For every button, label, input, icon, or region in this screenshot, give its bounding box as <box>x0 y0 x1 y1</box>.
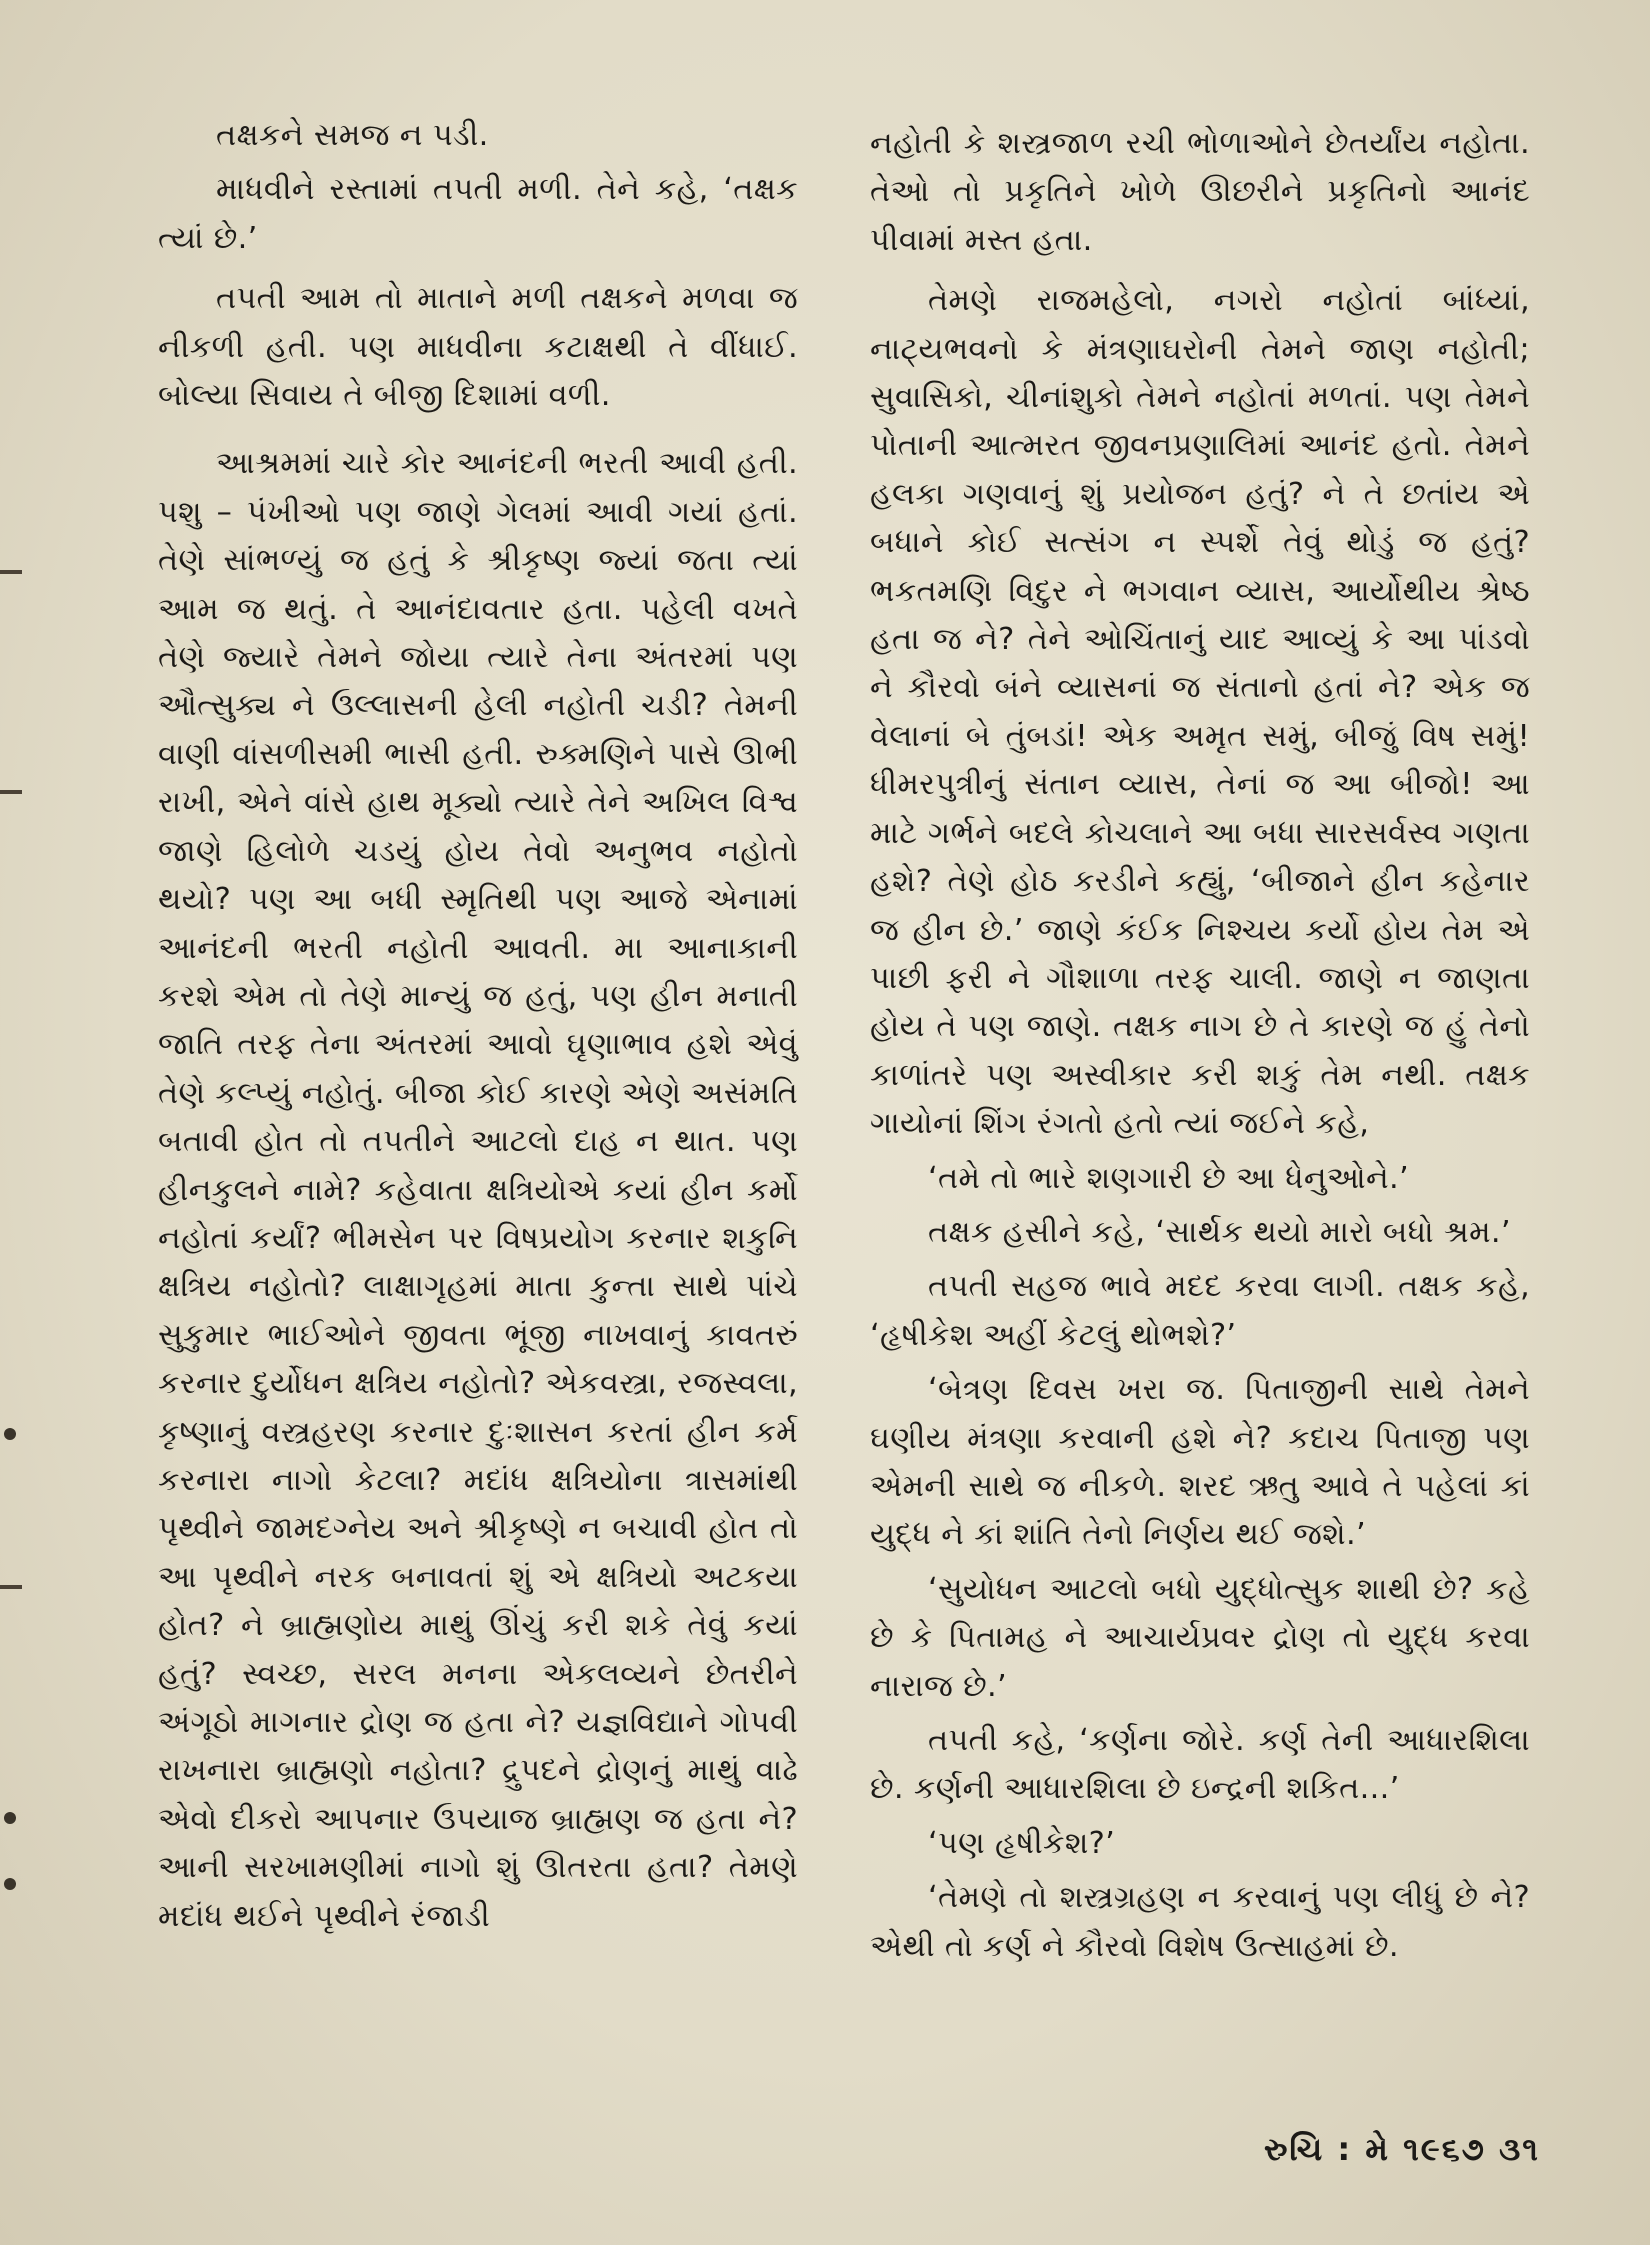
paragraph: તપતી આમ તો માતાને મળી તક્ષકને મળવા જ નીકળી હતી. પણ માધવીના કટાક્ષથી તે વીંધાઈ. બોલ્યા સિવાય તે બીજી દિશામાં વળી. <box>158 281 798 414</box>
paragraph: તક્ષકને સમજ ન પડી. <box>216 118 489 153</box>
paragraph: માધવીને રસ્તામાં તપતી મળી. તેને કહે, ‘તક્ષક ત્યાં છે.’ <box>158 172 798 256</box>
binding-hole <box>4 1878 16 1890</box>
paragraph: તપતી સહજ ભાવે મદદ કરવા લાગી. તક્ષક કહે, ‘હૃષીકેશ અહીં કેટલું થોભશે?’ <box>870 1269 1530 1353</box>
left-text-column <box>158 112 798 1947</box>
paragraph: નહોતી કે શસ્ત્રજાળ રચી ભોળાઓને છેતર્યાંય નહોતા. તેઓ તો પ્રકૃતિને ખોળે ઊછરીને પ્રકૃતિનો આનંદ પીવામાં મસ્ત હતા. <box>870 126 1530 258</box>
paragraph: ‘સુયોધન આટલો બધો યુદ્ધોત્સુક શાથી છે? કહે છે કે પિતામહ ને આચાર્યપ્રવર દ્રોણ તો યુદ્ધ કરવા નારાજ છે.’ <box>870 1571 1530 1704</box>
paragraph: તપતી કહે, ‘કર્ણના જોરે. કર્ણ તેની આધારશિલા છે. કર્ણની આધારશિલા છે ઇન્દ્રની શકિત...’ <box>870 1723 1530 1807</box>
paragraph: ‘બેત્રણ દિવસ ખરા જ. પિતાજીની સાથે તેમને ઘણીય મંત્રણા કરવાની હશે ને? કદાચ પિતાજી પણ એમની સાથે જ નીકળે. શરદ ઋતુ આવે તે પહેલાં કાં યુદ્ધ ને કાં શાંતિ તેનો નિર્ણય થઈ જશે.’ <box>870 1372 1530 1553</box>
binding-hole <box>4 1428 16 1440</box>
binding-tear <box>0 790 22 794</box>
paragraph: ‘પણ હૃષીકેશ?’ <box>928 1825 1116 1861</box>
binding-tear <box>0 1585 22 1589</box>
paragraph: તક્ષક હસીને કહે, ‘સાર્થક થયો મારો બધો શ્રમ.’ <box>928 1214 1511 1250</box>
binding-hole <box>4 1812 16 1824</box>
paragraph: ‘તમે તો ભારે શણગારી છે આ ધેનુઓને.’ <box>928 1160 1409 1196</box>
page-footer: રુચિ : મે ૧૯૬૭ ૩૧ <box>1263 2130 1540 2168</box>
right-text-column <box>870 120 1530 1977</box>
paragraph: ‘તેમણે તો શસ્ત્રગ્રહણ ન કરવાનું પણ લીધું છે ને? એથી તો કર્ણ ને કૌરવો વિશેષ ઉત્સાહમાં છે. <box>870 1880 1530 1964</box>
paragraph: તેમણે રાજમહેલો, નગરો નહોતાં બાંધ્યાં, નાટ્યભવનો કે મંત્રણાઘરોની તેમને જાણ નહોતી; સુવાસિકો, ચીનાંશુકો તેમને નહોતાં મળતાં. પણ તેમને પોતાની આત્મરત જીવનપ્રણાલિમાં આનંદ હતો. તેમને હલકા ગણવાનું શું પ્રયોજન હતું? ને તે છતાંય એ બધાને કોઈ સત્સંગ ન સ્પર્શે તેવું થોડું જ હતું? ભકતમણિ વિદુર ને ભગવાન વ્યાસ, આર્યોથીય શ્રેષ્ઠ હતા જ ને? તેને ઓચિંતાનું યાદ આવ્યું કે આ પાંડવો ને કૌરવો બંને વ્યાસનાં જ સંતાનો હતાં ને? એક જ વેલાનાં બે તુંબડાં! એક અમૃત સમું, બીજું વિષ સમું! ધીમરપુત્રીનું સંતાન વ્યાસ, તેનાં જ આ બીજો! આ માટે ગર્ભને બદલે કોચલાને આ બધા સારસર્વસ્વ ગણતા હશે? તેણે હોઠ કરડીને કહ્યું, ‘બીજાને હીન કહેનાર જ હીન છે.’ જાણે કંઈક નિશ્ચય કર્યો હોય તેમ એ પાછી ફરી ને ગૌશાળા તરફ ચાલી. જાણે ન જાણતા હોય તે પણ જાણે. તક્ષક નાગ છે તે કારણે જ હું તેનો કાળાંતરે પણ અસ્વીકાર કરી શકું તેમ નથી. તક્ષક ગાયોનાં શિંગ રંગતો હતો ત્યાં જઈને કહે, <box>870 283 1530 1142</box>
paragraph: આશ્રમમાં ચારે કોર આનંદની ભરતી આવી હતી. પશુ – પંખીઓ પણ જાણે ગેલમાં આવી ગયાં હતાં. તેણે સાંભળ્યું જ હતું કે શ્રીકૃષ્ણ જ્યાં જતા ત્યાં આમ જ થતું. તે આનંદાવતાર હતા. પહેલી વખતે તેણે જ્યારે તેમને જોયા ત્યારે તેના અંતરમાં પણ ઔત્સુક્ય ને ઉલ્લાસની હેલી નહોતી ચડી? તેમની વાણી વાંસળીસમી ભાસી હતી. રુક્મણિને પાસે ઊભી રાખી, એને વાંસે હાથ મૂક્યો ત્યારે તેને અખિલ વિશ્વ જાણે હિલોળે ચડયું હોય તેવો અનુભવ નહોતો થયો? પણ આ બધી સ્મૃતિથી પણ આજે એનામાં આનંદની ભરતી નહોતી આવતી. મા આનાકાની કરશે એમ તો તેણે માન્યું જ હતું, પણ હીન મનાતી જાતિ તરફ તેના અંતરમાં આવો ઘૃણાભાવ હશે એવું તેણે કલ્પ્યું નહોતું. બીજા કોઈ કારણે એણે અસંમતિ બતાવી હોત તો તપતીને આટલો દાહ ન થાત. પણ હીનકુલને નામે? કહેવાતા ક્ષત્રિયોએ કયાં હીન કર્મો નહોતાં કર્યાં? ભીમસેન પર વિષપ્રયોગ કરનાર શકુનિ ક્ષત્રિય નહોતો? લાક્ષાગૃહમાં માતા કુન્તા સાથે પાંચે સુકુમાર ભાઈઓને જીવતા ભૂંજી નાખવાનું કાવતરું કરનાર દુર્યોધન ક્ષત્રિય નહોતો? એકવસ્ત્રા, રજસ્વલા, કૃષ્ણાનું વસ્ત્રહરણ કરનાર દુઃશાસન કરતાં હીન કર્મ કરનારા નાગો કેટલા? મદાંધ ક્ષત્રિયોના ત્રાસમાંથી પૃથ્વીને જામદગ્નેય અને શ્રીકૃષ્ણે ન બચાવી હોત તો આ પૃથ્વીને નરક બનાવતાં શું એ ક્ષત્રિયો અટકયા હોત? ને બ્રાહ્મણોય માથું ઊંચું કરી શકે તેવું કયાં હતું? સ્વચ્છ, સરલ મનના એકલવ્યને છેતરીને અંગૂઠો માગનાર દ્રોણ જ હતા ને? યજ્ઞવિદ્યાને ગોપવી રાખનારા બ્રાહ્મણો નહોતા? દ્રુપદને દ્રોણનું માથું વાઢે એવો દીકરો આપનાર ઉપયાજ બ્રાહ્મણ જ હતા ને? આની સરખામણીમાં નાગો શું ઊતરતા હતા? તેમણે મદાંધ થઈને પૃથ્વીને રંજાડી <box>158 446 799 1934</box>
binding-tear <box>0 570 22 574</box>
